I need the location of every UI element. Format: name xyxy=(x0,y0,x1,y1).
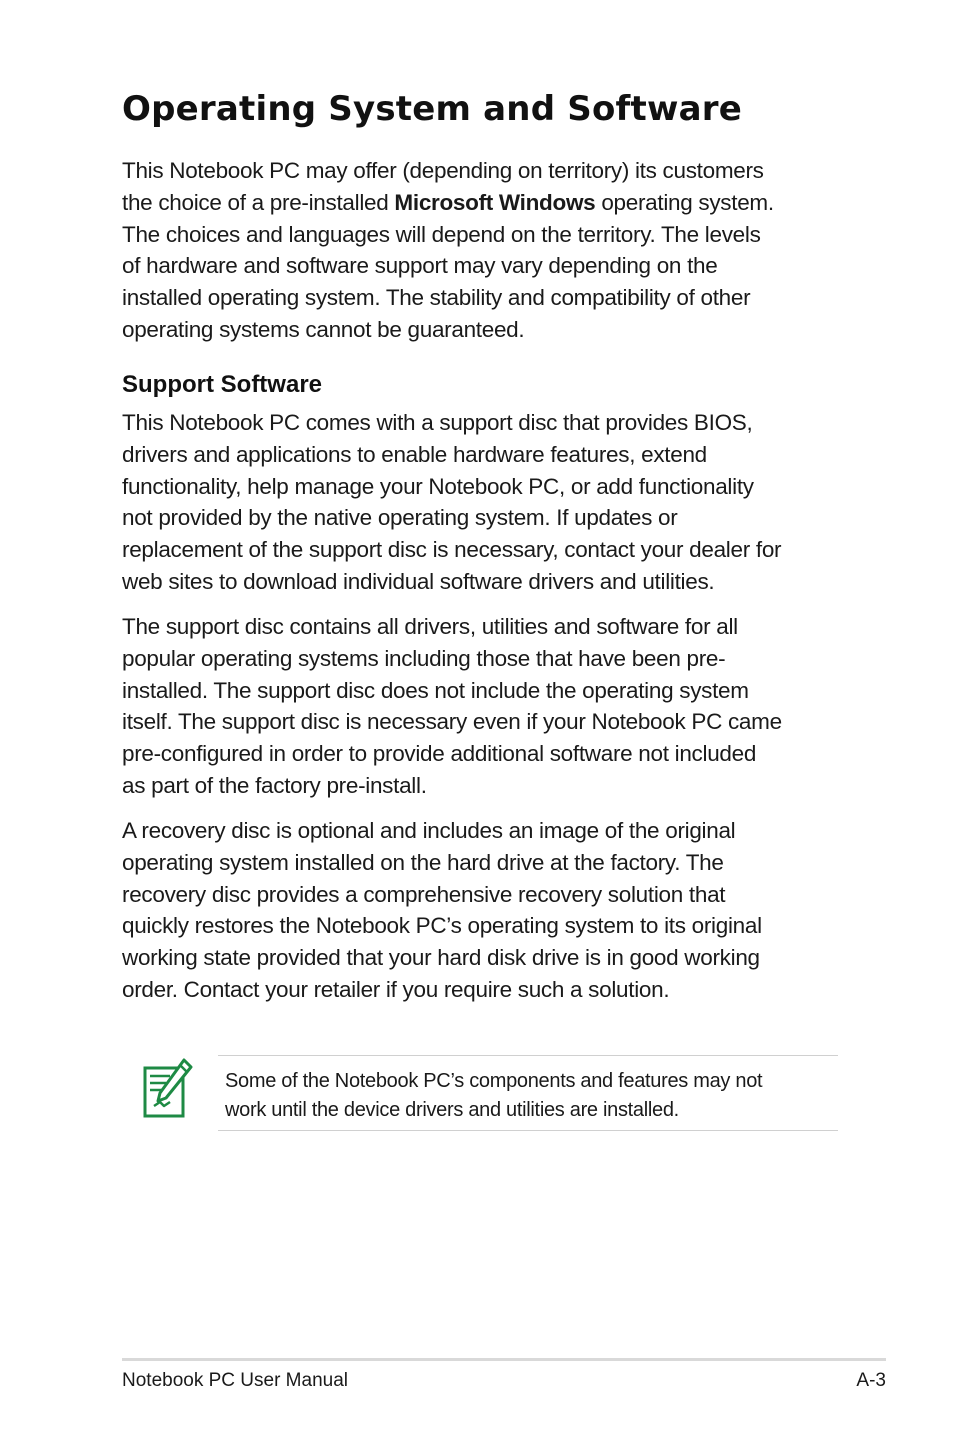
intro-line-6: operating systems cannot be guaranteed. xyxy=(122,316,525,342)
intro-line-2-pre: the choice of a pre-installed xyxy=(122,189,395,215)
intro-line-2-post: operating system. xyxy=(595,189,774,215)
intro-paragraph xyxy=(122,155,842,346)
paragraph-line: order. Contact your retailer if you require such a solution. xyxy=(122,976,670,1002)
note-line: work until the device drivers and utilities are installed. xyxy=(225,1099,679,1121)
intro-line-2 xyxy=(122,187,842,219)
paragraph-line: itself. The support disc is necessary even if your Notebook PC came xyxy=(122,709,782,735)
paragraph-line: popular operating systems including those that have been pre- xyxy=(122,645,726,671)
paragraph-line: installed. The support disc does not include the operating system xyxy=(122,677,749,703)
support-paragraph-1 xyxy=(122,407,842,598)
note-line: Some of the Notebook PC’s components and features may not xyxy=(225,1070,763,1092)
paragraph-line: replacement of the support disc is necessary, contact your dealer for xyxy=(122,537,782,563)
intro-line-5: installed operating system. The stability and compatibility of other xyxy=(122,285,751,311)
paragraph-line: as part of the factory pre-install. xyxy=(122,772,427,798)
support-software-heading: Support Software xyxy=(122,371,323,398)
paragraph-line: quickly restores the Notebook PC’s operating system to its original xyxy=(122,913,762,939)
intro-line-4: of hardware and software support may vary depending on the xyxy=(122,253,718,279)
paragraph-line: functionality, help manage your Notebook PC, or add functionality xyxy=(122,473,754,499)
footer-page-number: A-3 xyxy=(856,1370,886,1391)
paragraph-line: This Notebook PC comes with a support disc that provides BIOS, xyxy=(122,410,753,435)
paragraph-line: not provided by the native operating system. If updates or xyxy=(122,505,678,531)
note-text xyxy=(225,1067,762,1125)
note-box xyxy=(218,1055,838,1131)
note-pencil-icon xyxy=(140,1058,194,1120)
intro-line-3: The choices and languages will depend on the territory. The levels xyxy=(122,221,761,247)
paragraph-line: The support disc contains all drivers, utilities and software for all xyxy=(122,614,738,639)
paragraph-line: web sites to download individual software drivers and utilities. xyxy=(122,568,715,594)
paragraph-line: A recovery disc is optional and includes an image of the original xyxy=(122,818,736,843)
footer-manual-title: Notebook PC User Manual xyxy=(122,1370,348,1391)
page-title: Operating System and Software xyxy=(122,89,742,129)
paragraph-line: drivers and applications to enable hardware features, extend xyxy=(122,441,707,467)
os-name-bold: Microsoft Windows xyxy=(394,189,596,215)
paragraph-line: recovery disc provides a comprehensive recovery solution that xyxy=(122,881,726,907)
paragraph-line: operating system installed on the hard drive at the factory. The xyxy=(122,849,724,875)
recovery-paragraph xyxy=(122,815,842,1006)
support-paragraph-2 xyxy=(122,611,842,802)
footer-rule xyxy=(122,1358,886,1361)
intro-line-1: This Notebook PC may offer (depending on territory) its customers xyxy=(122,158,764,183)
paragraph-line: working state provided that your hard disk drive is in good working xyxy=(122,945,760,971)
paragraph-line: pre-configured in order to provide additional software not included xyxy=(122,741,757,767)
